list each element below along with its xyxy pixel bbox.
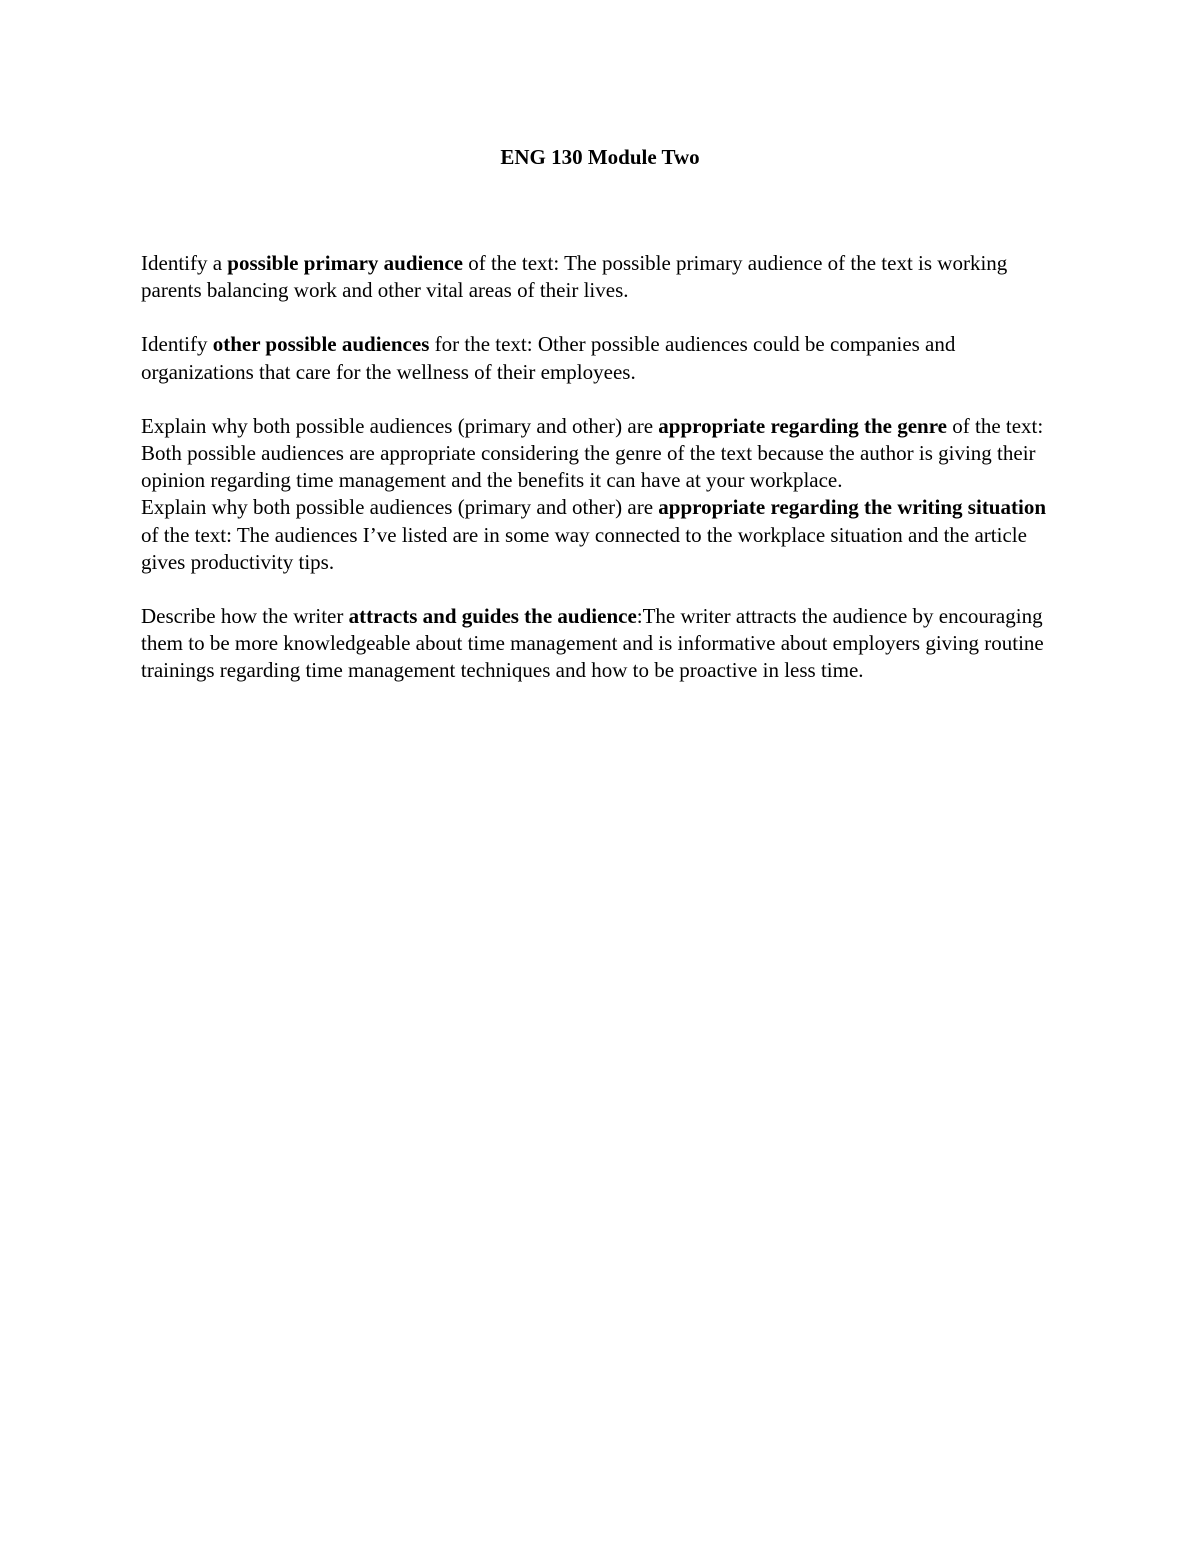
paragraph-prefix: Explain why both possible audiences (primary and other) are [141, 413, 659, 438]
paragraph-suffix: of the text: The possible primary audience of the text is working parents balancing work and other vital areas of their lives. [141, 251, 1008, 303]
paragraph-prefix: Describe how the writer [141, 604, 349, 629]
paragraph-bold-term: appropriate regarding the genre [658, 413, 947, 438]
paragraph-writing-situation [141, 494, 1066, 576]
paragraph-prefix: Identify [141, 332, 213, 357]
paragraph-bold-term: possible primary audience [227, 251, 463, 275]
paragraph-primary-audience [141, 250, 1066, 304]
paragraph-prefix: Identify a [141, 251, 228, 275]
paragraph-genre [141, 413, 1066, 495]
document-body [141, 250, 1066, 685]
paragraph-other-audiences [141, 331, 1066, 385]
paragraph-bold-term: attracts and guides the audience [348, 604, 637, 629]
paragraph-suffix: for the text: Other possible audiences could be companies and organizations that care for the wellness of their employees. [141, 332, 956, 384]
paragraph-attracts-guides [141, 603, 1066, 685]
paragraph-suffix: of the text: Both possible audiences are appropriate considering the genre of the text because the author is giving their opinion regarding time management and the benefits it can have at your workplace. [141, 413, 1044, 493]
paragraph-suffix: :The writer attracts the audience by encouraging them to be more knowledgeable about time management and is informative about employers giving routine trainings regarding time management techniques and how to be proactive in less time. [141, 604, 1044, 683]
document-title: ENG 130 Module Two [500, 145, 700, 169]
paragraph-bold-term: other possible audiences [212, 332, 430, 357]
paragraph-prefix: Explain why both possible audiences (primary and other) are [141, 495, 659, 520]
paragraph-suffix: of the text: The audiences I’ve listed are in some way connected to the workplace situation and the article gives productivity tips. [141, 522, 1027, 574]
paragraph-bold-term: appropriate regarding the writing situation [658, 495, 1046, 520]
